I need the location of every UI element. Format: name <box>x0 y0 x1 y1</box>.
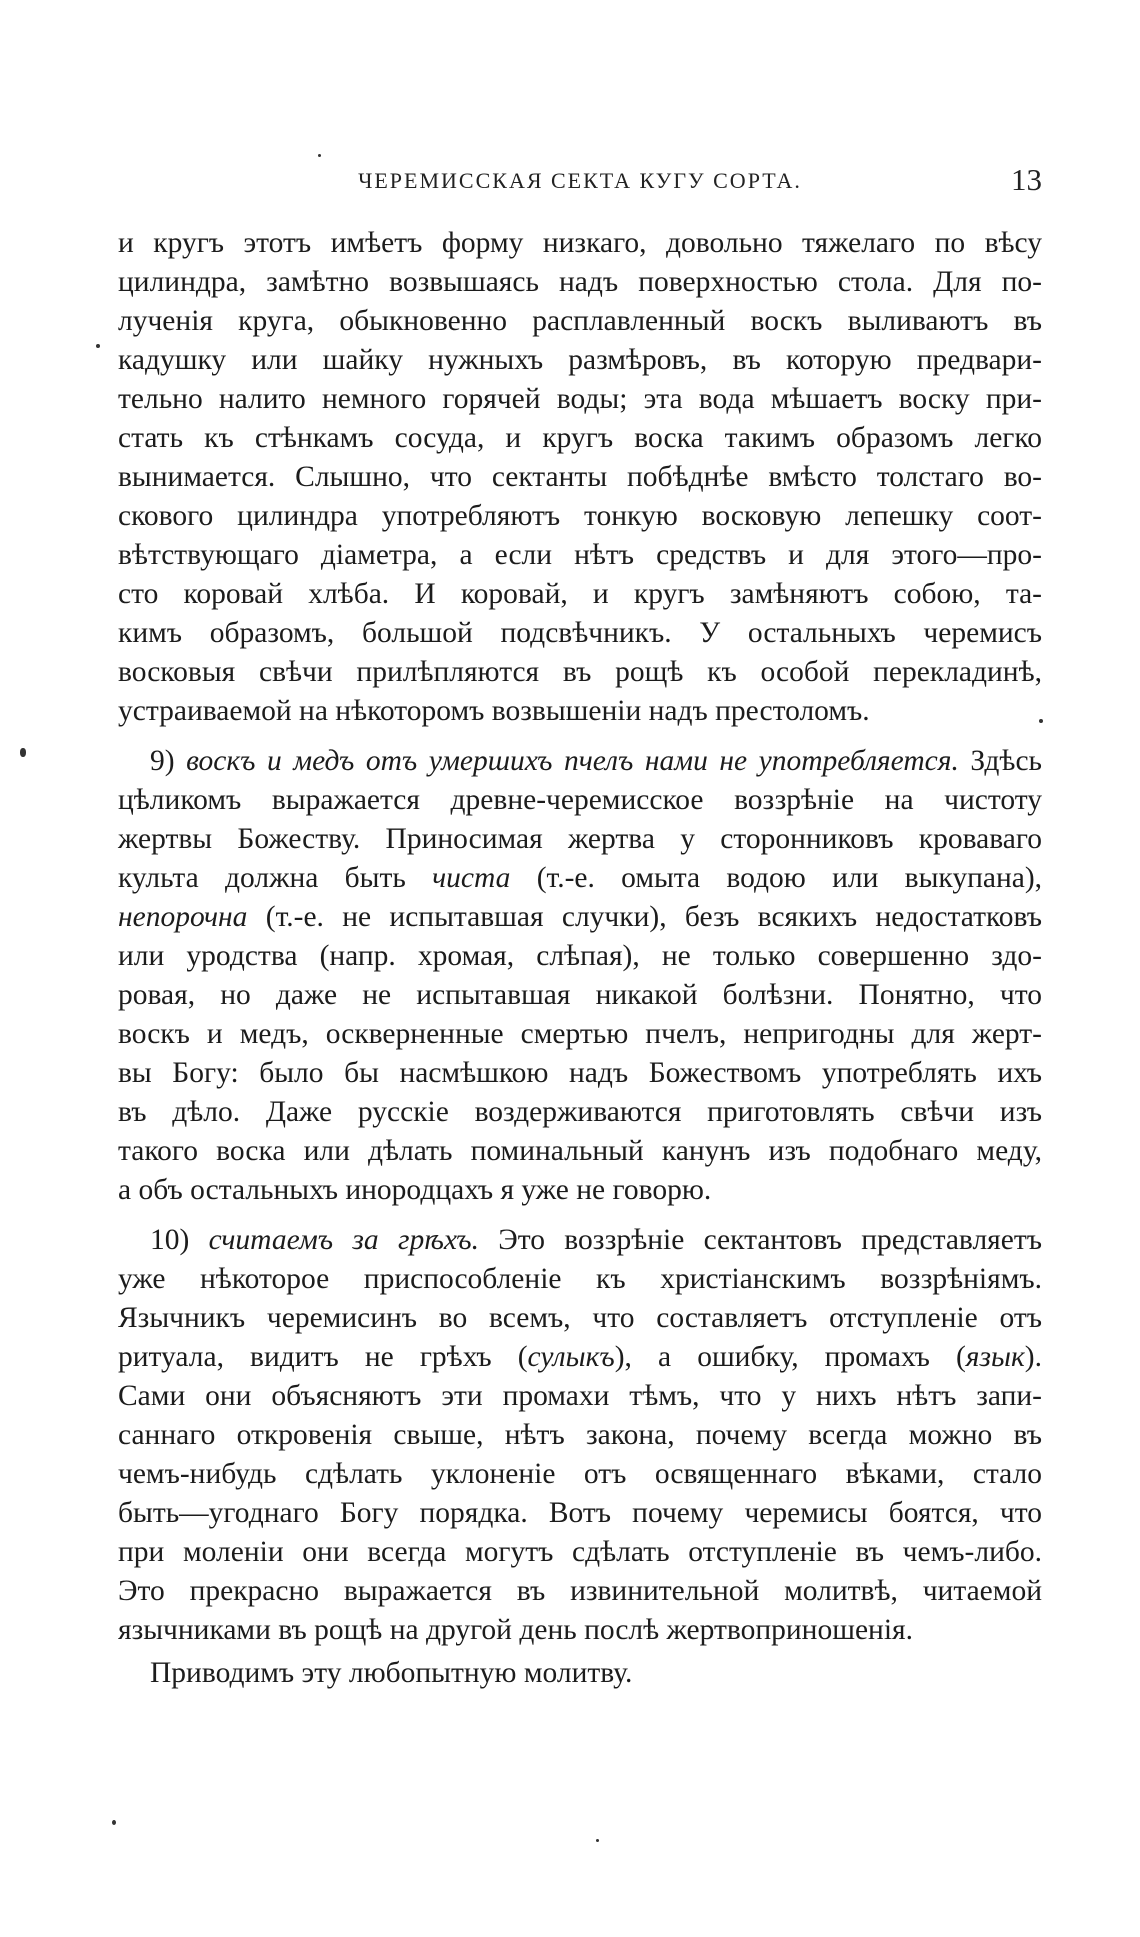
text-line: вѣтствующаго діаметра, а если нѣтъ средствъ и для этого—про- <box>118 539 1042 571</box>
text-run: ), а ошибку, промахъ ( <box>614 1341 966 1373</box>
text-line: и кругъ этотъ имѣетъ форму низкаго, довольно тяжелаго по вѣсу <box>118 227 1042 259</box>
text-line: жертвы Божеству. Приносимая жертва у сторонниковъ кроваваго <box>118 823 1042 855</box>
text-line <box>118 1221 1042 1260</box>
emphasis: непорочна <box>118 901 248 933</box>
text-line: ровая, но даже не испытавшая никакой болѣзни. Понятно, что <box>118 979 1042 1011</box>
text-line: восковыя свѣчи прилѣпляются въ рощѣ къ особой перекладинѣ, <box>118 656 1042 688</box>
text-line: Сами они объясняютъ эти промахи тѣмъ, что у нихъ нѣтъ запи- <box>118 1380 1042 1412</box>
ink-speck <box>96 344 100 348</box>
text-line: чемъ-нибудь сдѣлать уклоненіе отъ освященнаго вѣками, стало <box>118 1458 1042 1490</box>
item-heading: считаемъ за грѣхъ. <box>208 1224 479 1256</box>
text-run: (т.-е. омыта водою или выкупана), <box>536 862 1043 894</box>
text-line: язычниками въ рощѣ на другой день послѣ жертвоприношенія. <box>118 1614 913 1646</box>
item-number: 9) <box>150 745 175 777</box>
text-line: при моленіи они всегда могутъ сдѣлать отступленіе въ чемъ-либо. <box>118 1536 1042 1568</box>
paragraph-4 <box>118 1654 1042 1693</box>
body-text <box>118 224 1042 1693</box>
text-run: (т.-е. не испытавшая случки), безъ всякихъ недостатковъ <box>265 901 1042 933</box>
text-run: Это воззрѣніе сектантовъ представляетъ <box>498 1224 1042 1256</box>
text-run: Здѣсь <box>970 745 1042 777</box>
text-line: уже нѣкоторое приспособленіе къ христіанскимъ воззрѣніямъ. <box>118 1263 1042 1295</box>
text-line: Язычникъ черемисинъ во всемъ, что составляетъ отступленіе отъ <box>118 1302 1042 1334</box>
emphasis: сулыкъ <box>527 1341 615 1373</box>
text-line: Приводимъ эту любопытную молитву. <box>150 1657 633 1689</box>
text-line <box>118 898 1042 937</box>
text-line: кимъ образомъ, большой подсвѣчникъ. У остальныхъ черемисъ <box>118 617 1042 649</box>
text-line: такого воска или дѣлать поминальный канунъ изъ подобнаго меду, <box>118 1135 1042 1167</box>
text-line: Это прекрасно выражается въ извинительной молитвѣ, читаемой <box>118 1575 1042 1607</box>
ink-speck <box>318 154 321 157</box>
text-run: ). <box>1024 1341 1042 1373</box>
text-line: цѣликомъ выражается древне-черемисское воззрѣніе на чистоту <box>118 784 1042 816</box>
ink-speck <box>112 1820 116 1825</box>
text-line: а объ остальныхъ инородцахъ я уже не говорю. <box>118 1174 712 1206</box>
emphasis: язык <box>965 1341 1025 1373</box>
text-line <box>118 859 1042 898</box>
page-number: 13 <box>1011 162 1042 197</box>
emphasis: чиста <box>432 862 511 894</box>
text-line: лученія круга, обыкновенно расплавленный воскъ выливаютъ въ <box>118 305 1042 337</box>
text-line: сто коровай хлѣба. И коровай, и кругъ замѣняютъ собою, та- <box>118 578 1042 610</box>
item-heading: воскъ и медъ отъ умершихъ пчелъ нами не употребляется. <box>186 745 959 777</box>
text-line: тельно налито немного горячей воды; эта вода мѣшаетъ воску при- <box>118 383 1042 415</box>
text-run: культа должна быть <box>118 862 406 894</box>
paragraph-1 <box>118 224 1042 731</box>
text-line <box>118 1338 1042 1377</box>
text-line: быть—угоднаго Богу порядка. Вотъ почему черемисы боятся, что <box>118 1497 1042 1529</box>
ink-speck <box>20 748 26 757</box>
text-line: кадушку или шайку нужныхъ размѣровъ, въ которую предвари- <box>118 344 1042 376</box>
text-line: скового цилиндра употребляютъ тонкую восковую лепешку соот- <box>118 500 1042 532</box>
running-title: ЧЕРЕМИССКАЯ СЕКТА КУГУ СОРТА. <box>358 168 802 193</box>
running-head <box>118 162 1042 202</box>
text-line: устраиваемой на нѣкоторомъ возвышеніи надъ престоломъ. <box>118 695 870 727</box>
text-line: въ дѣло. Даже русскіе воздерживаются приготовлять свѣчи изъ <box>118 1096 1042 1128</box>
paragraph-3 <box>118 1221 1042 1650</box>
text-line: вы Богу: было бы насмѣшкою надъ Божествомъ употреблять ихъ <box>118 1057 1042 1089</box>
paragraph-2 <box>118 742 1042 1210</box>
item-number: 10) <box>150 1224 190 1256</box>
text-run: ритуала, видитъ не грѣхъ ( <box>118 1341 528 1373</box>
ink-speck <box>596 1839 599 1842</box>
text-line: воскъ и медъ, оскверненные смертью пчелъ, непригодны для жерт- <box>118 1018 1042 1050</box>
text-line: или уродства (напр. хромая, слѣпая), не только совершенно здо- <box>118 940 1042 972</box>
text-line: цилиндра, замѣтно возвышаясь надъ поверхностью стола. Для по- <box>118 266 1042 298</box>
text-line <box>118 742 1042 781</box>
text-line: вынимается. Слышно, что сектанты побѣднѣе вмѣсто толстаго во- <box>118 461 1042 493</box>
text-line: саннаго откровенія свыше, нѣтъ закона, почему всегда можно въ <box>118 1419 1042 1451</box>
text-line: стать къ стѣнкамъ сосуда, и кругъ воска такимъ образомъ легко <box>118 422 1042 454</box>
ink-speck <box>1039 719 1043 723</box>
